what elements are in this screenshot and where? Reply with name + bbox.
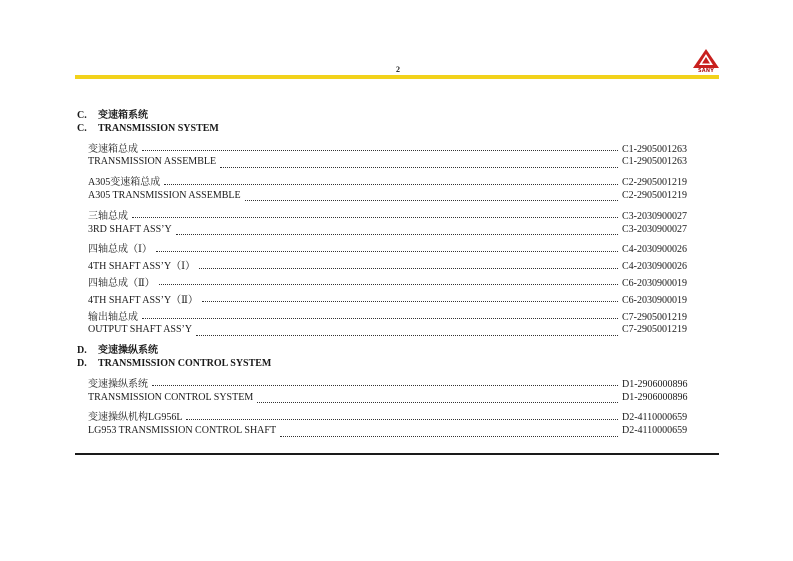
dot-leader — [280, 435, 618, 437]
toc-entry[interactable] — [77, 207, 698, 224]
section-letter: D. — [77, 357, 87, 369]
dot-leader — [245, 199, 618, 201]
entry-label: 变速操纵系统 — [88, 378, 148, 390]
entry-label: 变速操纵机构LG956L — [88, 412, 183, 424]
entry-code: C3-2030900027 — [622, 223, 687, 235]
entry-code: C7-2905001219 — [622, 324, 687, 336]
logo-wordmark: SANY — [697, 68, 715, 74]
brand-logo — [693, 49, 719, 75]
dot-leader — [176, 233, 618, 235]
section-letter: D. — [77, 345, 87, 357]
toc-entry[interactable] — [77, 392, 698, 409]
toc-entry[interactable] — [77, 240, 698, 257]
section-title: TRANSMISSION CONTROL SYSTEM — [98, 357, 272, 369]
header-rule — [75, 75, 719, 79]
page-number: 2 — [396, 65, 400, 74]
dot-leader — [156, 250, 618, 252]
entry-label: TRANSMISSION ASSEMBLE — [88, 156, 217, 168]
entry-code: C7-2905001219 — [622, 311, 687, 323]
section-title: 变速箱系统 — [98, 110, 148, 121]
section-title: 变速操纵系统 — [98, 345, 158, 357]
toc-entry[interactable] — [77, 308, 698, 325]
dot-leader — [152, 384, 618, 386]
section-letter: C. — [77, 110, 87, 121]
entry-label: OUTPUT SHAFT ASS’Y — [88, 324, 193, 336]
dot-leader — [202, 300, 618, 302]
toc-entry[interactable] — [77, 190, 698, 207]
entry-label: 三轴总成 — [88, 210, 128, 222]
toc-entry[interactable] — [77, 224, 698, 241]
entry-label: 输出轴总成 — [88, 311, 138, 323]
dot-leader — [164, 183, 618, 185]
toc-entry[interactable] — [77, 173, 698, 190]
entry-code: D1-2906000896 — [622, 391, 688, 403]
entry-code: C4-2030900026 — [622, 244, 687, 256]
logo-triangle-icon — [693, 49, 719, 69]
dot-leader — [186, 418, 618, 420]
entry-label: 四轴总成（Ⅰ） — [88, 244, 152, 256]
entry-code: D2-4110000659 — [622, 412, 688, 424]
entry-label: LG953 TRANSMISSION CONTROL SHAFT — [88, 425, 277, 437]
dot-leader — [196, 334, 618, 336]
toc-entry[interactable] — [77, 274, 698, 291]
entry-label: A305变速箱总成 — [88, 177, 161, 189]
entry-code: D2-4110000659 — [622, 425, 688, 437]
dot-leader — [142, 149, 618, 151]
toc-entry[interactable] — [77, 291, 698, 308]
entry-label: 4TH SHAFT ASS’Y（Ⅰ） — [88, 261, 196, 273]
entry-code: C1-2905001263 — [622, 143, 687, 155]
entry-label: TRANSMISSION CONTROL SYSTEM — [88, 391, 254, 403]
entry-code: C2-2905001219 — [622, 177, 687, 189]
toc-entry[interactable] — [77, 408, 698, 425]
entry-code: C1-2905001263 — [622, 156, 687, 168]
toc-section-heading[interactable] — [77, 106, 698, 123]
entry-label: 四轴总成（Ⅱ） — [88, 277, 155, 289]
entry-label: 3RD SHAFT ASS’Y — [88, 223, 172, 235]
dot-leader — [142, 317, 618, 319]
entry-label: 变速箱总成 — [88, 143, 138, 155]
entry-code: C6-2030900019 — [622, 294, 687, 306]
toc-entry[interactable] — [77, 375, 698, 392]
section-title: TRANSMISSION SYSTEM — [98, 122, 219, 134]
toc-entry[interactable] — [77, 324, 698, 341]
entry-label: 4TH SHAFT ASS’Y（Ⅱ） — [88, 294, 198, 306]
entry-code: C2-2905001219 — [622, 189, 687, 201]
dot-leader — [132, 216, 618, 218]
dot-leader — [199, 267, 618, 269]
section-letter: C. — [77, 122, 87, 134]
entry-label: A305 TRANSMISSION ASSEMBLE — [88, 189, 241, 201]
entry-code: C4-2030900026 — [622, 261, 687, 273]
toc-entry[interactable] — [77, 257, 698, 274]
toc-entry[interactable] — [77, 156, 698, 173]
dot-leader — [159, 283, 618, 285]
entry-code: D1-2906000896 — [622, 378, 688, 390]
toc-entry[interactable] — [77, 140, 698, 157]
entry-code: C3-2030900027 — [622, 210, 687, 222]
toc-entry[interactable] — [77, 425, 698, 442]
entry-code: C6-2030900019 — [622, 277, 687, 289]
toc-section-heading[interactable] — [77, 341, 698, 358]
toc-section-heading[interactable] — [77, 123, 698, 140]
dot-leader — [257, 401, 618, 403]
footer-rule — [75, 453, 719, 455]
dot-leader — [220, 166, 618, 168]
table-of-contents — [77, 106, 698, 442]
toc-section-heading[interactable] — [77, 358, 698, 375]
